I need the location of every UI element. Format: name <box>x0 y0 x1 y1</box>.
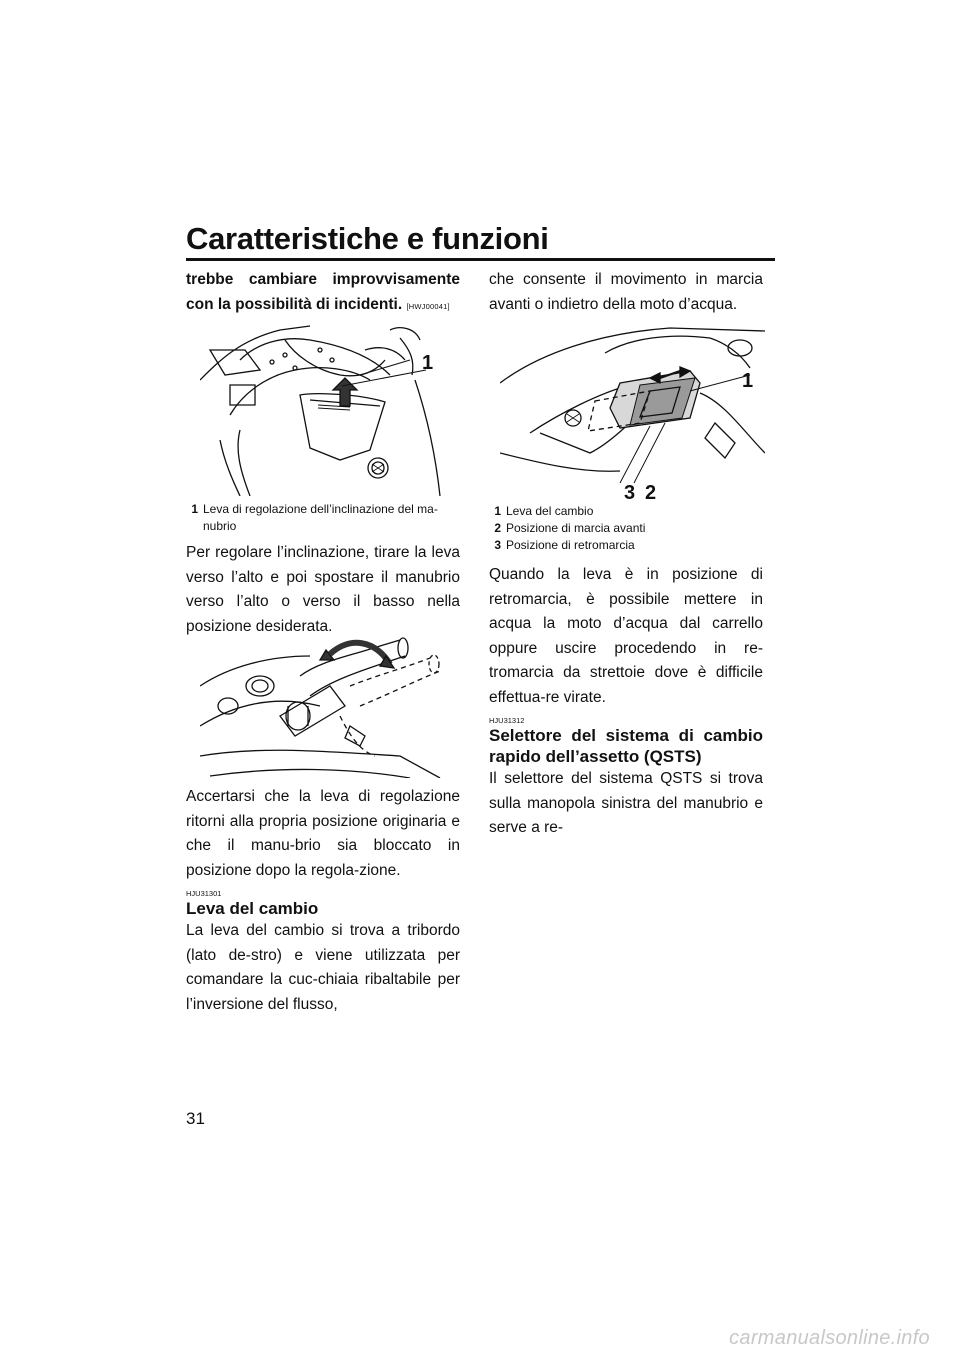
left-column <box>186 268 460 319</box>
section-code-qsts: HJU31312 <box>489 716 525 725</box>
right-para-2: Quando la leva è in posizione di retromarcia, è possibile mettere in acqua la moto d’acqua dal carrello oppure uscire procedendo in re-tromarcia da strettoie dove è difficile effettua-re virate. <box>489 566 763 706</box>
fig1-leader-line <box>340 368 430 388</box>
left-para-2: Accertarsi che la leva di regolazione ritorni alla propria posizione originaria e che il manu-brio sia bloccato in posizione dopo la regola-zione. <box>186 788 460 879</box>
fig3-callout-3: 3 <box>624 482 636 504</box>
section-title-gear-lever: Leva del cambio <box>186 899 319 918</box>
page-title: Caratteristiche e funzioni <box>186 221 549 256</box>
watermark: carmanualsonline.info <box>729 1327 930 1349</box>
figure-shift-lever <box>500 323 765 499</box>
fig3-caption <box>489 503 763 554</box>
left-column-body <box>186 541 460 639</box>
right-para-1: che consente il movimento in marcia avanti o indietro della moto d’acqua. <box>489 271 763 313</box>
fig1-caption-item: 1 Leva di regolazione dell’inclinazione del ma-nubrio <box>191 502 438 533</box>
fig3-caption-item: 3 Posizione di retromarcia <box>494 538 635 552</box>
page-number: 31 <box>186 1109 205 1128</box>
right-column-body <box>489 563 763 841</box>
fig3-caption-item: 2 Posizione di marcia avanti <box>494 521 646 535</box>
title-rule <box>186 258 775 261</box>
right-column <box>489 268 763 317</box>
section-code-gear-lever: HJU31301 <box>186 889 222 898</box>
fig1-caption <box>186 501 460 535</box>
figure-tilt-motion <box>200 626 445 778</box>
fig1-callout-1: 1 <box>422 352 434 374</box>
right-para-3: Il selettore del sistema QSTS si trova sulla manopola sinistra del manubrio e serve a re- <box>489 770 763 836</box>
left-column-body-2 <box>186 785 460 1017</box>
fig3-callout-1: 1 <box>742 370 754 392</box>
warning-code: [HWJ00041] <box>406 301 450 311</box>
fig3-callout-2: 2 <box>645 482 657 504</box>
fig3-caption-item: 1 Leva del cambio <box>494 504 594 518</box>
section-title-qsts: Selettore del sistema di cambio rapido dell’assetto (QSTS) <box>489 726 763 766</box>
left-para-3: La leva del cambio si trova a tribordo (lato de-stro) e viene utilizzata per comandare la cuc-chiaia ribaltabile per l’inversione del flusso, <box>186 922 460 1013</box>
left-para-1: Per regolare l’inclinazione, tirare la leva verso l’alto e poi spostare il manubrio verso l’alto o verso il basso nella posizione desiderata. <box>186 544 460 635</box>
figure-tilt-lever <box>200 320 462 496</box>
warning-tail: trebbe cambiare improvvisamente con la possibilità di incidenti. [HWJ00041] <box>186 271 460 313</box>
